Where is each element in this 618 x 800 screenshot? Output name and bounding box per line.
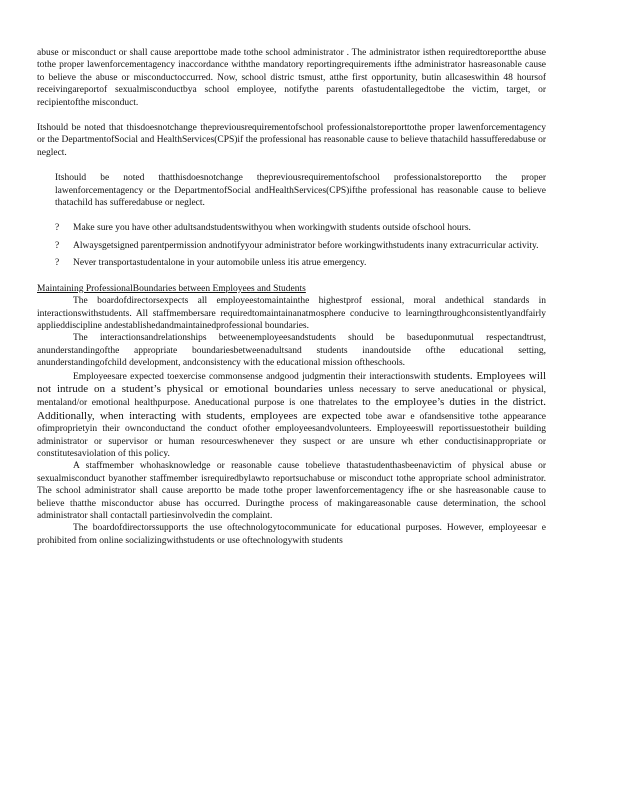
paragraph-note: Itshould be noted that thisdoesnotchange thepreviousrequirementofschool professionalstoreporttothe proper lawenforcementagency or the DepartmentofSocial and HealthServices(CPS)if the professional has reasonable cause to believe thatachild hassufferedabuse or neglect. (37, 123, 546, 158)
bullet-marker: ? (55, 258, 60, 269)
list-item (55, 222, 546, 234)
bullet-marker: ? (55, 223, 60, 234)
paragraph-interactions: The interactionsandrelationships betweenemployeesandstudents should be baseduponmutual respectandtrust, anunderstandingofthe appropriate boundariesbetweenadultsand students inandoutside ofthe educational setting, anunderstandingofchild development, andconsistency with the educational mission oftheschools. (37, 333, 546, 369)
list-item (55, 257, 546, 269)
judgment-text-1: Employeesare expected toexercise commonsense andgood judgmentin their interactionswith (73, 371, 431, 382)
list-item-text: Never transportastudentalone in your automobile unless itis atrue emergency. (73, 258, 367, 269)
paragraph-judgment (37, 370, 546, 461)
guideline-list (37, 222, 546, 269)
judgment-text-2: students. Employees will not intrude on a student’s physical or emotional boundaries un (37, 369, 547, 395)
list-item-text: Make sure you have other adultsandstudentswithyou when workingwith students outside ofschool hours. (73, 223, 471, 234)
paragraph-board-expects: The boardofdirectorsexpects all employeestomaintainthe highestprof essional, moral andethical standards in interactionswithstudents. All staffmembersare requiredtomaintainanatmosphere conducive to learningthroughconsistentlyandfairly applieddiscipline andestablishedandmaintainedprofessional boundaries. (37, 296, 546, 331)
paragraph-note-indented: Itshould be noted thatthisdoesnotchange thepreviousrequirementofschool professionalstoreportto the proper lawenforcementagency or the DepartmentofSocial andHealthServices(CPS)ifthe professional has reasonable cause to believe thatachild has sufferedabuse or neglect. (55, 173, 546, 209)
judgment-text-4: to the employee’s duties in the district. Additionally, when interacting with students, employees are expected (37, 396, 547, 422)
paragraph-technology: The boardofdirectorssupports the use oftechnologytocommunicate for educational purposes. However, employeesar e prohibited from online socializingwithstudents or use oftechnologywith students (37, 523, 546, 546)
section-heading: Maintaining ProfessionalBoundaries between Employees and Students (37, 283, 306, 294)
list-item-text: Alwaysgetsigned parentpermission andnotifyyour administrator before workingwithstudents inany extracurricular activity. (73, 240, 539, 251)
paragraph-staff-knowledge: A staffmember whohasknowledge or reasonable cause tobelieve thatastudenthasbeenavictim of physical abuse or sexualmisconduct byanother staffmember isrequiredbylawto reportsuchabuse or misconduct tothe appropriate school administrator. The school administrator shall cause areportto be made tothe proper lawenforcementagency ifhe or she hasreasonable cause to believe thatthe misconductor abuse has occurred. Duringthe process of makingareasonable cause determination, the school administrator shall contactall partiesinvolvedin the complaint. (37, 461, 546, 521)
paragraph-reporting: abuse or misconduct or shall cause areporttobe made tothe school administrator . The administrator isthen requiredtoreportthe abuse tothe proper lawenforcementagency inaccordance withthe mandatory reportingrequirements ifthe administrator hasreasonable cause to believe the abuse or misconductoccurred. Now, school distric tsmust, atthe first opportunity, butin allcaseswithin 48 hoursof receivingareportof sexualmisconductbya school employee, notifythe parents ofastudentallegedtobe the victim, target, or recipientofthe misconduct. (37, 48, 546, 108)
bullet-marker: ? (55, 240, 60, 251)
judgment-text-5: tobe awar e ofandsensitive tothe appearance ofimproprietyin their ownconductand the conduct ofother employeesandvolunteers. Employeeswill reportissuestotheir building administrator or supervisor or human resourceswhenever they suspect or are unsure wh ether conductisinappropriate or constitutesaviolation of this policy. (37, 411, 546, 459)
judgment-text-3: less necessary to serve aneducational or physical, mentaland/or emotional healthpurpose. Aneducational purpose is one thatrelates (37, 384, 546, 409)
list-item (55, 240, 546, 252)
